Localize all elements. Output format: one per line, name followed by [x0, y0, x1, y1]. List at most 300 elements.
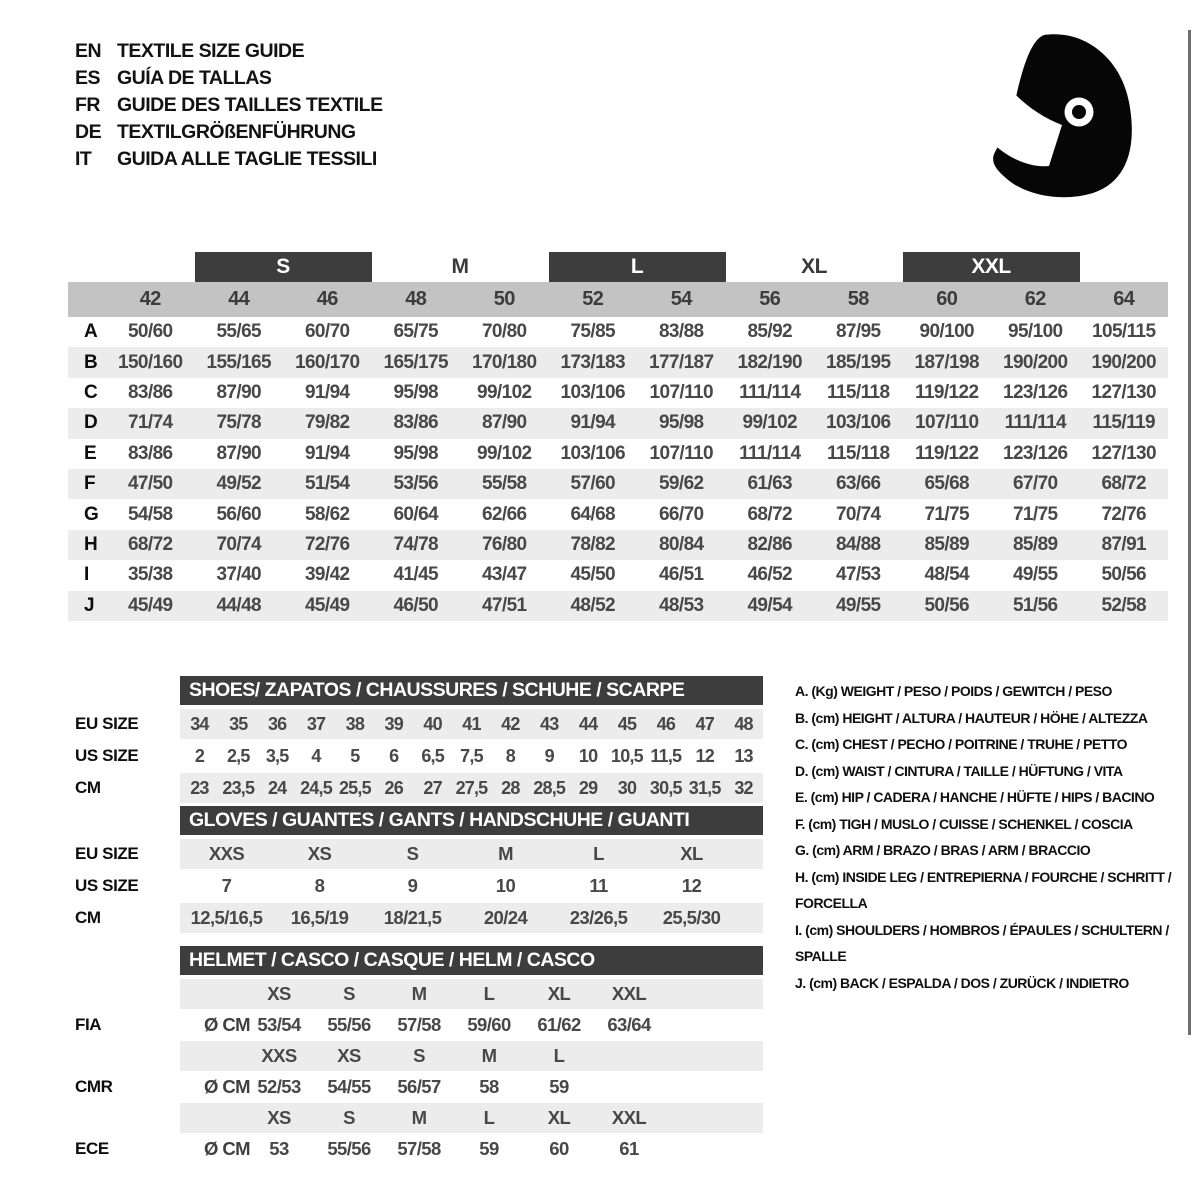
- value-cell: 127/130: [1091, 442, 1156, 464]
- value-cell: 103/106: [560, 381, 625, 403]
- value-cell: 111/114: [1004, 412, 1066, 434]
- value-cell: 39: [384, 713, 403, 734]
- value-cell: 61/62: [537, 1014, 581, 1035]
- value-cell: 36: [267, 713, 287, 734]
- value-cell: 13: [734, 745, 753, 766]
- measurement-row-d: [68, 408, 1168, 438]
- value-cell: 71/75: [924, 503, 970, 525]
- measurement-legend: [795, 678, 1199, 996]
- legend-item: I. (cm) SHOULDERS / HOMBROS / ÉPAULES / SCHULTERN / SPALLE: [795, 921, 1169, 964]
- size-group-xl: XL: [801, 255, 827, 278]
- value-cell: 60: [549, 1138, 569, 1159]
- diameter-unit-label: Ø CM: [204, 1076, 250, 1097]
- shoes-row-label: EU SIZE: [75, 714, 139, 733]
- value-cell: 10: [495, 875, 516, 896]
- value-cell: 35: [229, 713, 248, 734]
- value-cell: 72/76: [1101, 503, 1147, 525]
- value-cell: 11,5: [650, 745, 682, 766]
- size-group-l: L: [549, 252, 726, 282]
- size-cell: L: [483, 1107, 495, 1128]
- value-cell: 41/45: [393, 564, 439, 586]
- value-cell: 79/82: [304, 412, 350, 434]
- value-cell: 170/180: [472, 351, 537, 373]
- shoes-row-2: [180, 741, 763, 771]
- value-cell: 115/118: [827, 442, 890, 464]
- value-cell: 123/126: [1003, 442, 1068, 464]
- value-cell: 76/80: [481, 533, 527, 555]
- size-group-xxl: XXL: [903, 252, 1080, 282]
- value-cell: 51/56: [1012, 594, 1058, 616]
- value-cell: 99/102: [742, 412, 797, 434]
- numeric-size-cell: 50: [493, 288, 515, 310]
- value-cell: 57/58: [397, 1014, 441, 1035]
- size-cell: XS: [337, 1045, 361, 1066]
- value-cell: 91/94: [304, 442, 350, 464]
- numeric-size-cell: 44: [228, 288, 250, 310]
- value-cell: XL: [680, 843, 703, 864]
- value-cell: 95/98: [393, 381, 439, 403]
- row-label: J: [84, 594, 94, 616]
- value-cell: 59: [479, 1138, 499, 1159]
- language-code: ES: [75, 67, 101, 89]
- value-cell: 103/106: [826, 412, 891, 434]
- legend-item: E. (cm) HIP / CADERA / HANCHE / HÜFTE / HIPS / BACINO: [795, 789, 1155, 805]
- value-cell: 12: [681, 875, 702, 896]
- shoes-row-1: [180, 709, 763, 739]
- size-cell: XL: [547, 1107, 571, 1128]
- value-cell: 60/64: [393, 503, 439, 525]
- value-cell: S: [406, 843, 419, 864]
- language-code: DE: [75, 121, 102, 143]
- gloves-row-label: US SIZE: [75, 876, 139, 895]
- value-cell: 9: [407, 875, 418, 896]
- value-cell: 58/62: [304, 503, 350, 525]
- value-cell: 49/55: [1012, 564, 1058, 586]
- language-row: [75, 92, 383, 119]
- language-code: IT: [75, 148, 92, 170]
- legend-item: A. (Kg) WEIGHT / PESO / POIDS / GEWITCH / PESO: [795, 683, 1112, 699]
- standard-label-fia: FIA: [75, 1015, 102, 1034]
- value-cell: 55/65: [216, 321, 262, 343]
- value-cell: 87/95: [835, 321, 881, 343]
- value-cell: 6,5: [421, 745, 444, 766]
- size-group-header-row: [68, 252, 1168, 282]
- value-cell: 41: [462, 713, 481, 734]
- legend-item: D. (cm) WAIST / CINTURA / TAILLE / HÜFTUNG / VITA: [795, 762, 1123, 779]
- value-cell: 78/82: [570, 533, 616, 555]
- value-cell: 56/60: [216, 503, 262, 525]
- value-cell: 190/200: [1003, 351, 1068, 373]
- size-cell: XXS: [261, 1045, 297, 1066]
- value-cell: 107/110: [649, 442, 713, 464]
- value-cell: 71/75: [1012, 503, 1058, 525]
- language-code: EN: [75, 40, 102, 62]
- value-cell: 24,5: [300, 777, 332, 798]
- value-cell: 115/119: [1092, 412, 1155, 434]
- measurement-row-a: [68, 317, 1168, 347]
- value-cell: 70/74: [216, 533, 262, 555]
- row-label: B: [84, 351, 98, 373]
- value-cell: 43/47: [481, 564, 527, 586]
- value-cell: 51/54: [304, 473, 350, 495]
- value-cell: 190/200: [1091, 351, 1156, 373]
- guide-title: GUIDA ALLE TAGLIE TESSILI: [117, 148, 377, 170]
- value-cell: 38: [345, 713, 365, 734]
- value-cell: 56/57: [397, 1076, 441, 1097]
- value-cell: 65/75: [393, 321, 439, 343]
- legend-item: J. (cm) BACK / ESPALDA / DOS / ZURÜCK / INDIETRO: [795, 974, 1129, 991]
- value-cell: 87/91: [1101, 533, 1147, 555]
- value-cell: 58: [479, 1076, 499, 1097]
- empty-cell: [180, 1041, 244, 1071]
- value-cell: 54/58: [127, 503, 173, 525]
- value-cell: 27,5: [455, 777, 488, 798]
- value-cell: 70/74: [835, 503, 881, 525]
- helmet-value-row-cmr: [180, 1072, 763, 1102]
- value-cell: L: [593, 843, 604, 864]
- value-cell: 95/100: [1007, 321, 1063, 343]
- value-cell: 55/56: [327, 1138, 371, 1159]
- size-cell: XXL: [611, 1107, 647, 1128]
- value-cell: 25,5: [338, 777, 371, 798]
- measurement-row-f: [68, 469, 1168, 499]
- value-cell: 70/80: [481, 321, 527, 343]
- value-cell: 4: [311, 745, 321, 766]
- numeric-size-cell: 56: [759, 288, 781, 310]
- language-code: FR: [75, 94, 100, 116]
- measurement-row-e: [68, 439, 1168, 469]
- racing-helmet-icon: [982, 32, 1134, 200]
- value-cell: 185/195: [826, 351, 891, 373]
- value-cell: 115/118: [827, 381, 890, 403]
- value-cell: 8: [314, 875, 325, 896]
- guide-title: GUIDE DES TAILLES TEXTILE: [117, 94, 383, 116]
- value-cell: 55/58: [481, 473, 527, 495]
- row-label: A: [84, 321, 98, 343]
- value-cell: 85/92: [747, 321, 793, 343]
- value-cell: 84/88: [835, 533, 881, 555]
- value-cell: 59/60: [467, 1014, 511, 1035]
- value-cell: 59: [549, 1076, 569, 1097]
- value-cell: 47: [695, 713, 714, 734]
- measurement-row-b: [68, 347, 1168, 377]
- row-label: E: [84, 442, 97, 464]
- value-cell: 10,5: [611, 745, 643, 766]
- size-group-s: S: [195, 252, 372, 282]
- standard-label-ece: ECE: [75, 1139, 109, 1158]
- size-cell: S: [343, 1107, 355, 1128]
- value-cell: 52/53: [257, 1076, 301, 1097]
- value-cell: 7: [221, 875, 232, 896]
- legend-item: B. (cm) HEIGHT / ALTURA / HAUTEUR / HÖHE / ALTEZZA: [795, 709, 1148, 726]
- value-cell: 50/56: [924, 594, 970, 616]
- corner-cell: [68, 282, 106, 317]
- gloves-row-1: [180, 839, 763, 869]
- guide-title: TEXTILE SIZE GUIDE: [117, 40, 305, 62]
- value-cell: 30,5: [649, 777, 682, 798]
- value-cell: 42: [501, 713, 520, 734]
- value-cell: 57/58: [397, 1138, 441, 1159]
- value-cell: 68/72: [127, 533, 173, 555]
- row-label: H: [84, 533, 98, 555]
- value-cell: 45/49: [304, 594, 350, 616]
- value-cell: 28,5: [533, 777, 566, 798]
- value-cell: 18/21,5: [383, 907, 442, 928]
- value-cell: 49/55: [835, 594, 881, 616]
- value-cell: 99/102: [476, 381, 532, 403]
- numeric-size-header-row: [68, 282, 1168, 317]
- value-cell: 165/175: [383, 351, 448, 373]
- value-cell: 49/54: [747, 594, 793, 616]
- value-cell: 99/102: [476, 442, 532, 464]
- value-cell: 64/68: [570, 503, 616, 525]
- value-cell: 83/86: [393, 412, 439, 434]
- value-cell: 11: [589, 875, 608, 896]
- value-cell: 66/70: [658, 503, 704, 525]
- value-cell: 44: [578, 713, 598, 734]
- value-cell: 37: [306, 713, 326, 734]
- measurement-row-h: [68, 530, 1168, 560]
- value-cell: 5: [350, 745, 360, 766]
- shoes-row-label: CM: [75, 778, 101, 797]
- gloves-row-label: CM: [75, 908, 101, 927]
- value-cell: [594, 1072, 664, 1102]
- legend-item: G. (cm) ARM / BRAZO / BRAS / ARM / BRACCIO: [795, 842, 1091, 858]
- row-label: D: [84, 412, 98, 434]
- row-label: F: [84, 473, 96, 495]
- language-row: [75, 119, 383, 146]
- value-cell: 23: [190, 777, 209, 798]
- value-cell: 85/89: [924, 533, 970, 555]
- measurement-row-g: [68, 499, 1168, 529]
- value-cell: 53/56: [393, 473, 439, 495]
- measurement-rows: [68, 317, 1168, 621]
- value-cell: 54/55: [327, 1076, 371, 1097]
- value-cell: 46/51: [658, 564, 704, 586]
- value-cell: XS: [307, 843, 332, 864]
- value-cell: 75/78: [216, 412, 262, 434]
- row-label: C: [84, 381, 98, 403]
- value-cell: 83/86: [127, 442, 173, 464]
- value-cell: 68/72: [1101, 473, 1147, 495]
- value-cell: 40: [423, 713, 442, 734]
- value-cell: 61/63: [747, 473, 793, 495]
- size-cell: XS: [267, 983, 291, 1004]
- value-cell: 52/58: [1101, 594, 1147, 616]
- value-cell: 95/98: [658, 412, 704, 434]
- size-cell: L: [553, 1045, 565, 1066]
- value-cell: 91/94: [570, 412, 616, 434]
- value-cell: 31,5: [688, 777, 721, 798]
- value-cell: 45/50: [570, 564, 616, 586]
- value-cell: 34: [190, 713, 209, 734]
- value-cell: 7,5: [460, 745, 483, 766]
- value-cell: 83/88: [658, 321, 704, 343]
- legend-item: F. (cm) TIGH / MUSLO / CUISSE / SCHENKEL / COSCIA: [795, 815, 1133, 832]
- shoes-row-3: [180, 773, 763, 803]
- value-cell: 127/130: [1091, 381, 1156, 403]
- numeric-size-cell: 42: [139, 288, 161, 310]
- size-cell: L: [483, 983, 495, 1004]
- value-cell: 63/66: [835, 473, 881, 495]
- value-cell: 71/74: [127, 412, 173, 434]
- value-cell: 53: [269, 1138, 289, 1159]
- size-cell: M: [411, 1107, 427, 1128]
- value-cell: 105/115: [1092, 321, 1156, 343]
- size-cell: [594, 1041, 664, 1071]
- value-cell: 45: [617, 713, 637, 734]
- value-cell: 23/26,5: [569, 907, 628, 928]
- gloves-section-header: GLOVES / GUANTES / GANTS / HANDSCHUHE / GUANTI: [180, 806, 763, 835]
- value-cell: 20/24: [483, 907, 528, 928]
- value-cell: 48/54: [924, 564, 970, 586]
- value-cell: 9: [544, 745, 554, 766]
- legend-item: C. (cm) CHEST / PECHO / POITRINE / TRUHE / PETTO: [795, 736, 1128, 752]
- value-cell: 26: [384, 777, 403, 798]
- measurement-row-j: [68, 591, 1168, 621]
- value-cell: 119/122: [915, 381, 979, 403]
- value-cell: 87/90: [216, 381, 262, 403]
- value-cell: 150/160: [118, 351, 183, 373]
- value-cell: 47/53: [835, 564, 881, 586]
- helmet-value-row-ece: [180, 1134, 763, 1164]
- value-cell: 80/84: [658, 533, 704, 555]
- size-cell: XS: [267, 1107, 291, 1128]
- value-cell: 62/66: [481, 503, 527, 525]
- value-cell: 85/89: [1012, 533, 1058, 555]
- value-cell: 72/76: [304, 533, 350, 555]
- value-cell: 65/68: [924, 473, 970, 495]
- value-cell: 47/51: [481, 594, 527, 616]
- value-cell: 29: [578, 777, 598, 798]
- value-cell: 155/165: [206, 351, 271, 373]
- value-cell: 48/53: [658, 594, 704, 616]
- numeric-size-cell: 46: [316, 288, 338, 310]
- numeric-size-cell: 64: [1113, 288, 1135, 310]
- gloves-row-label: EU SIZE: [75, 844, 139, 863]
- size-cell: XXL: [611, 983, 647, 1004]
- numeric-size-cell: 58: [847, 288, 869, 310]
- value-cell: 50/60: [127, 321, 173, 343]
- value-cell: 30: [617, 777, 637, 798]
- measurement-row-i: [68, 560, 1168, 590]
- value-cell: 103/106: [560, 442, 625, 464]
- value-cell: 24: [267, 777, 287, 798]
- value-cell: 27: [423, 777, 442, 798]
- helmet-size-row-ece: [180, 1103, 763, 1133]
- value-cell: 35/38: [127, 564, 173, 586]
- value-cell: 47/50: [127, 473, 173, 495]
- value-cell: 83/86: [127, 381, 173, 403]
- size-cell: M: [411, 983, 427, 1004]
- value-cell: 37/40: [216, 564, 262, 586]
- value-cell: 182/190: [737, 351, 802, 373]
- language-row: [75, 65, 383, 92]
- value-cell: 44/48: [216, 594, 262, 616]
- value-cell: 48: [734, 713, 753, 734]
- diameter-unit-label: Ø CM: [204, 1014, 250, 1035]
- numeric-size-cell: 52: [582, 288, 604, 310]
- size-group-m: M: [451, 255, 469, 278]
- value-cell: 39/42: [304, 564, 350, 586]
- guide-title: GUÍA DE TALLAS: [117, 67, 272, 89]
- value-cell: 75/85: [570, 321, 616, 343]
- value-cell: XXS: [208, 843, 245, 864]
- value-cell: 87/90: [481, 412, 527, 434]
- size-cell: S: [413, 1045, 425, 1066]
- value-cell: 48/52: [570, 594, 616, 616]
- numeric-size-cell: 62: [1024, 288, 1046, 310]
- standard-label-cmr: CMR: [75, 1077, 113, 1096]
- language-row: [75, 38, 383, 65]
- value-cell: 57/60: [570, 473, 616, 495]
- gloves-row-3: [180, 903, 763, 933]
- value-cell: 45/49: [127, 594, 173, 616]
- textile-measurements-table: [68, 252, 1168, 621]
- value-cell: 23,5: [222, 777, 255, 798]
- helmet-value-row-fia: [180, 1010, 763, 1040]
- value-cell: 67/70: [1012, 473, 1058, 495]
- value-cell: 6: [389, 745, 399, 766]
- value-cell: 50/56: [1101, 564, 1147, 586]
- value-cell: 60/70: [304, 321, 350, 343]
- language-title-list: [75, 38, 383, 173]
- value-cell: 2,5: [226, 745, 250, 766]
- value-cell: 61: [619, 1138, 639, 1159]
- value-cell: 119/122: [915, 442, 979, 464]
- value-cell: 25,5/30: [662, 907, 721, 928]
- value-cell: 55/56: [327, 1014, 371, 1035]
- shoes-row-label: US SIZE: [75, 746, 139, 765]
- value-cell: 107/110: [915, 412, 979, 434]
- row-label: I: [84, 564, 89, 586]
- value-cell: 107/110: [649, 381, 713, 403]
- value-cell: 12,5/16,5: [190, 907, 263, 928]
- value-cell: 177/187: [649, 351, 714, 373]
- value-cell: 90/100: [919, 321, 974, 343]
- value-cell: M: [498, 843, 513, 864]
- value-cell: 91/94: [304, 381, 350, 403]
- guide-title: TEXTILGRÖßENFÜHRUNG: [117, 121, 356, 143]
- value-cell: 12: [695, 745, 714, 766]
- numeric-size-cell: 48: [405, 288, 427, 310]
- gloves-row-2: [180, 871, 763, 901]
- shoes-section-header: SHOES/ ZAPATOS / CHAUSSURES / SCHUHE / SCARPE: [180, 676, 763, 705]
- value-cell: 160/170: [295, 351, 360, 373]
- value-cell: 74/78: [393, 533, 439, 555]
- value-cell: 111/114: [739, 442, 801, 464]
- value-cell: 43: [540, 713, 559, 734]
- value-cell: 63/64: [607, 1014, 651, 1035]
- size-cell: M: [481, 1045, 497, 1066]
- value-cell: 111/114: [739, 381, 801, 403]
- numeric-size-cell: 60: [936, 288, 958, 310]
- value-cell: 59/62: [658, 473, 704, 495]
- legend-item: H. (cm) INSIDE LEG / ENTREPIERNA / FOURCHE / SCHRITT / FORCELLA: [795, 868, 1172, 911]
- diameter-unit-label: Ø CM: [204, 1138, 250, 1159]
- value-cell: 173/183: [560, 351, 625, 373]
- value-cell: 87/90: [216, 442, 262, 464]
- value-cell: 32: [734, 777, 753, 798]
- value-cell: 46/50: [393, 594, 439, 616]
- value-cell: 46/52: [747, 564, 793, 586]
- value-cell: 187/198: [914, 351, 979, 373]
- value-cell: 95/98: [393, 442, 439, 464]
- value-cell: 3,5: [265, 745, 289, 766]
- size-cell: S: [343, 983, 355, 1004]
- row-label: G: [84, 503, 99, 525]
- value-cell: 68/72: [747, 503, 793, 525]
